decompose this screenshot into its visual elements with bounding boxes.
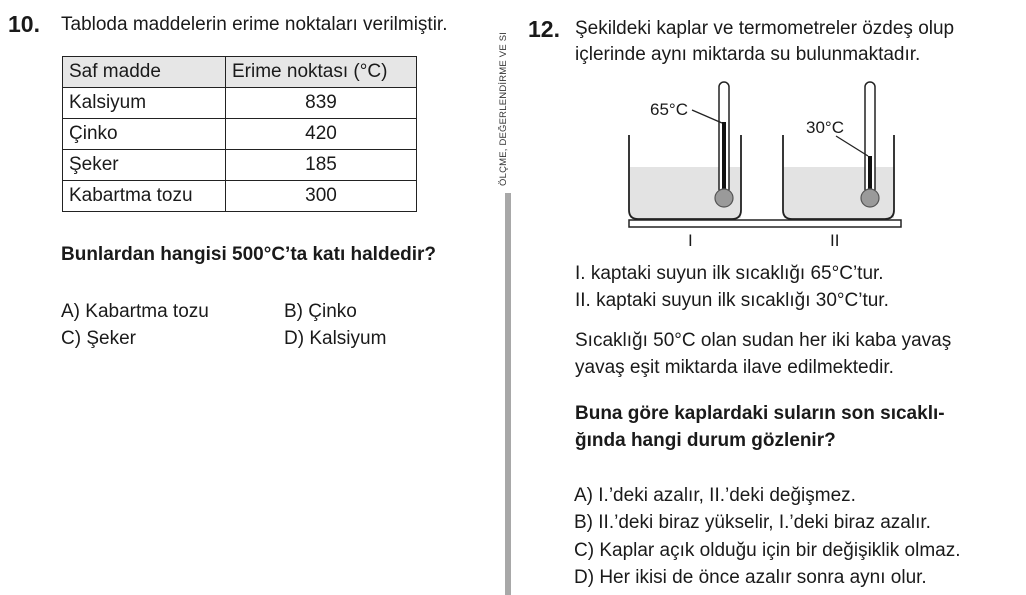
temp1-label: 65°C: [650, 100, 688, 119]
temp2-pointer: [836, 136, 868, 156]
table-header-cell: Erime noktası (°C): [226, 57, 417, 88]
question-10-question: Bunlardan hangisi 500°C’ta katı haldedir?: [61, 244, 437, 265]
container-1-label: I: [688, 231, 693, 250]
question-12-prompt-line1: Şekildeki kaplar ve termometreler özdeş olup: [575, 18, 955, 39]
info-line-1: Sıcaklığı 50°C olan sudan her iki kaba yavaş: [575, 330, 952, 351]
table-cell: Şeker: [63, 150, 226, 181]
temp1-pointer: [692, 110, 722, 123]
table-row: [63, 88, 417, 119]
question-12-question-line1: Buna göre kaplardaki suların son sıcaklı-: [575, 403, 945, 424]
option-d[interactable]: D) Kalsiyum: [284, 328, 387, 349]
fact-2: II. kaptaki suyun ilk sıcaklığı 30°C’tur.: [575, 290, 889, 311]
table-row: [63, 150, 417, 181]
table-row: [63, 181, 417, 212]
table-cell: Kabartma tozu: [63, 181, 226, 212]
containers-thermometers-figure: [620, 76, 910, 251]
table-cell: 185: [226, 150, 417, 181]
table-cell: Kalsiyum: [63, 88, 226, 119]
option-c[interactable]: C) Şeker: [61, 328, 136, 349]
table-cell: Çinko: [63, 119, 226, 150]
question-12-question-line2: ğında hangi durum gözlenir?: [575, 430, 836, 451]
fact-1: I. kaptaki suyun ilk sıcaklığı 65°C’tur.: [575, 263, 884, 284]
container-2-label: II: [830, 231, 840, 250]
question-10-number: 10.: [8, 11, 40, 37]
table-cell: 839: [226, 88, 417, 119]
option-c[interactable]: C) Kaplar açık olduğu için bir değişiklik olmaz.: [574, 540, 961, 561]
temp2-label: 30°C: [806, 118, 844, 137]
question-10-prompt: Tabloda maddelerin erime noktaları verilmiştir.: [61, 14, 448, 35]
table-cell: 300: [226, 181, 417, 212]
table-header-row: [63, 57, 417, 88]
shelf: [629, 220, 901, 227]
option-d[interactable]: D) Her ikisi de önce azalır sonra aynı olur.: [574, 567, 927, 588]
column-divider: [505, 193, 511, 595]
option-a[interactable]: A) I.’deki azalır, II.’deki değişmez.: [574, 485, 856, 506]
info-line-2: yavaş eşit miktarda ilave edilmektedir.: [575, 357, 894, 378]
option-a[interactable]: A) Kabartma tozu: [61, 301, 209, 322]
question-12-number: 12.: [528, 16, 560, 42]
table-row: [63, 119, 417, 150]
table-cell: 420: [226, 119, 417, 150]
option-b[interactable]: B) Çinko: [284, 301, 357, 322]
table-header-cell: Saf madde: [63, 57, 226, 88]
melting-point-table: [62, 56, 417, 212]
option-b[interactable]: B) II.’deki biraz yükselir, I.’deki biraz azalır.: [574, 512, 931, 533]
side-vertical-text: ÖLÇME, DEĞERLENDİRME VE SI: [498, 31, 509, 186]
question-12-prompt-line2: içlerinde aynı miktarda su bulunmaktadır.: [575, 44, 921, 65]
